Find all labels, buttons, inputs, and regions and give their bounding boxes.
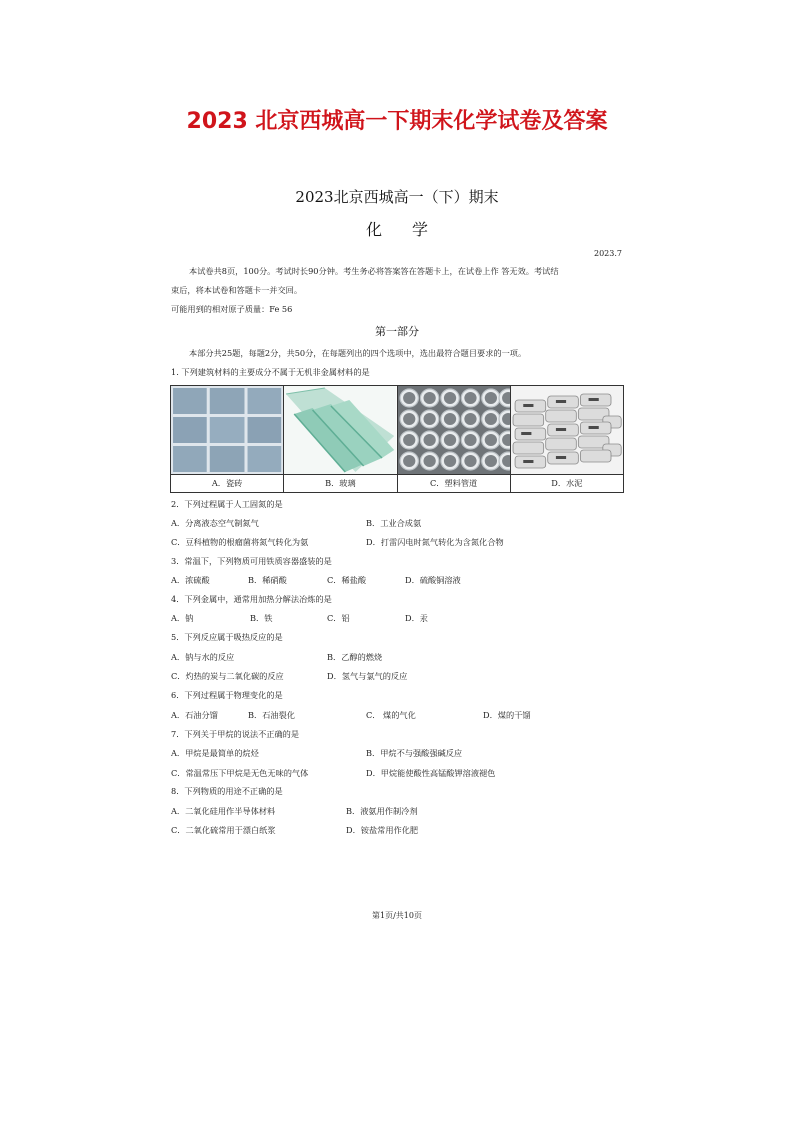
option: B．液氨用作制冷剂	[346, 806, 418, 816]
option-caption: C．塑料管道	[397, 475, 510, 493]
exam-title: 2023北京西城高一（下）期末	[295, 188, 499, 206]
document-title: 2023 北京西城高一下期末化学试卷及答案	[186, 109, 608, 134]
image-cell	[397, 386, 510, 475]
option: C．稀盐酸	[327, 575, 367, 585]
option-caption: B．玻璃	[284, 475, 397, 493]
option-caption: A．瓷砖	[171, 475, 284, 493]
question-stem: 3．常温下，下列物质可用铁质容器盛装的是	[171, 556, 332, 566]
option: D．煤的干馏	[483, 710, 531, 720]
option: C． 煤的气化	[366, 710, 416, 720]
option: C．豆科植物的根瘤菌将氮气转化为氨	[171, 537, 309, 547]
option: C．二氧化硫常用于漂白纸浆	[171, 825, 276, 835]
option: A．钠与水的反应	[171, 652, 235, 662]
option: B．工业合成氨	[366, 518, 422, 528]
option: B．稀硝酸	[248, 575, 287, 585]
option: D．硫酸铜溶液	[405, 575, 461, 585]
page-footer: 第1页/共10页	[372, 911, 422, 920]
question-stem: 2．下列过程属于人工固氮的是	[171, 499, 283, 509]
option: C．铝	[327, 613, 350, 623]
question-stem: 5．下列反应属于吸热反应的是	[171, 632, 283, 642]
exam-date: 2023.7	[594, 249, 622, 258]
option: C．常温常压下甲烷是无色无味的气体	[171, 768, 309, 778]
option: A．二氧化硅用作半导体材料	[171, 806, 276, 816]
option: D．氢气与氯气的反应	[327, 671, 408, 681]
plastic-pipes-image	[398, 386, 510, 474]
subject-title: 化学	[365, 220, 458, 239]
option: D．汞	[405, 613, 428, 623]
question-stem: 4．下列金属中，通常用加热分解法冶炼的是	[171, 594, 332, 604]
question-stem: 1. 下列建筑材料的主要成分不属于无机非金属材料的是	[171, 367, 370, 377]
question-stem: 7．下列关于甲烷的说法不正确的是	[171, 729, 300, 739]
glass-panes-image	[284, 386, 396, 474]
option: A．石油分馏	[171, 710, 218, 720]
ceramic-tile-image	[171, 386, 283, 474]
section-title: 第一部分	[375, 325, 419, 338]
option: D．铵盐常用作化肥	[346, 825, 419, 835]
atomic-mass-note: 可能用到的相对原子质量：Fe 56	[171, 304, 293, 314]
question-stem: 6．下列过程属于物理变化的是	[171, 690, 283, 700]
intro-line-1: 本试卷共8页，100分。考试时长90分钟。考生务必将答案答在答题卡上，在试卷上作 答无效。考试结	[189, 266, 559, 276]
option: A．分离液态空气制氮气	[171, 518, 259, 528]
image-cell	[284, 386, 397, 475]
materials-image-table	[170, 385, 624, 493]
option: D．甲烷能使酸性高锰酸钾溶液褪色	[366, 768, 496, 778]
section-description: 本部分共25题，每题2分，共50分，在每题列出的四个选项中，选出最符合题目要求的一项。	[189, 348, 527, 358]
option: A．甲烷是最简单的烷烃	[171, 748, 259, 758]
option: D．打雷闪电时氮气转化为含氮化合物	[366, 537, 504, 547]
option: A．钠	[171, 613, 194, 623]
image-cell	[171, 386, 284, 475]
cement-bags-image	[511, 386, 623, 474]
option: B．石油裂化	[248, 710, 295, 720]
option: B．甲烷不与强酸强碱反应	[366, 748, 463, 758]
image-cell	[510, 386, 623, 475]
option: A．浓硫酸	[171, 575, 210, 585]
option: B．乙醇的燃烧	[327, 652, 383, 662]
option: C．灼热的炭与二氧化碳的反应	[171, 671, 284, 681]
option-caption: D．水泥	[510, 475, 623, 493]
intro-line-2: 束后，将本试卷和答题卡一并交回。	[171, 285, 303, 295]
option: B．铁	[250, 613, 273, 623]
question-stem: 8．下列物质的用途不正确的是	[171, 786, 283, 796]
